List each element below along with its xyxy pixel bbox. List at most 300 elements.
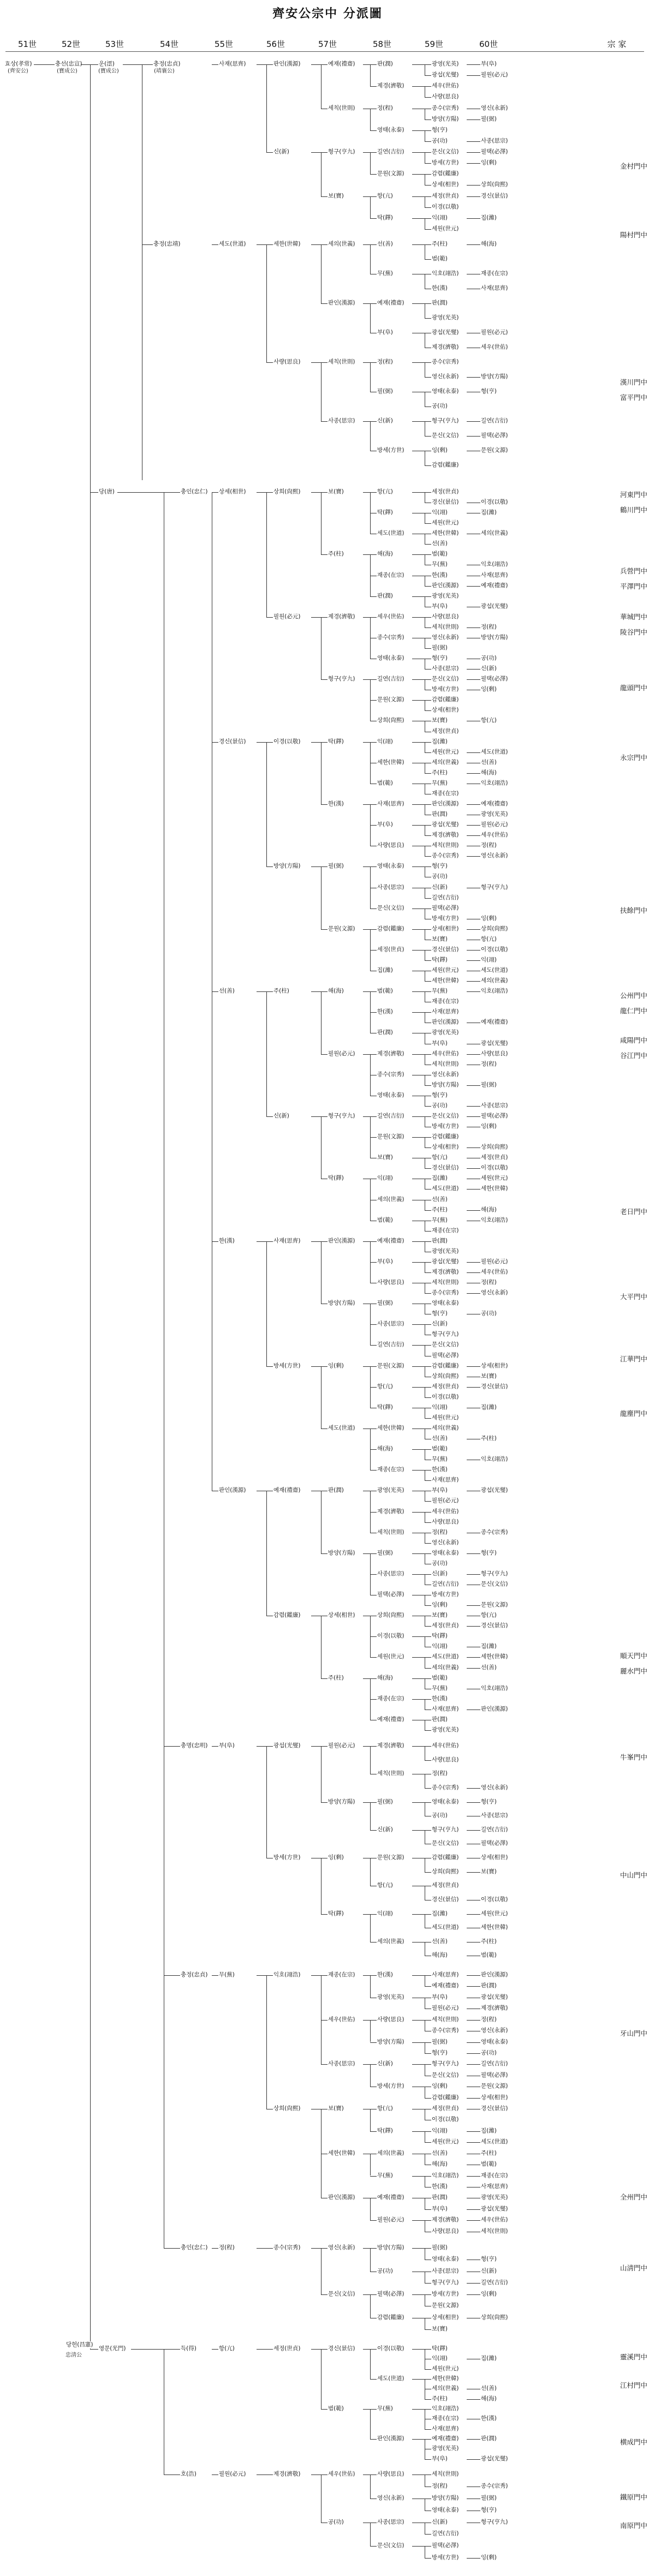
person-name: 경신(景信) [219, 738, 246, 745]
person-name: 부(阜) [432, 2455, 448, 2462]
tree-connector [467, 1574, 480, 1575]
person-name: 문원(文源) [481, 2083, 508, 2090]
tree-connector [412, 130, 425, 131]
person-name: 문원(文源) [481, 1601, 508, 1609]
person-name: 상세(相世) [481, 1854, 508, 1861]
tree-connector [412, 1657, 425, 1658]
tree-connector [425, 492, 431, 493]
person-name: 영신(永新) [432, 373, 459, 380]
person-name: 사재(思齊) [219, 61, 246, 67]
person-name: 형구(亨九) [432, 417, 459, 424]
tree-connector [321, 804, 327, 805]
person-name: 영태(永泰) [377, 863, 404, 870]
person-name: 선(善) [481, 1664, 497, 1671]
person-name: 길연(吉衍) [377, 148, 404, 155]
tree-connector [425, 1397, 431, 1398]
person-name: 사종(思宗) [377, 1570, 404, 1577]
tree-connector [321, 1366, 327, 1367]
tree-connector [370, 1116, 377, 1117]
person-name: 공(功) [328, 2518, 344, 2525]
tree-connector [412, 1449, 425, 1450]
person-name: 사종(思宗) [432, 2267, 459, 2274]
person-name: 필원(必元) [481, 821, 508, 828]
tree-connector [266, 742, 267, 867]
person-name: 판(潤) [481, 2435, 497, 2442]
tree-connector [425, 742, 431, 743]
person-name: 당(唐) [99, 488, 115, 495]
person-name: 범(範) [432, 551, 448, 558]
tree-connector [425, 1668, 431, 1669]
tree-connector [370, 1137, 377, 1138]
tree-connector [363, 1746, 370, 1747]
person-name: 잉(剩) [432, 2083, 448, 2090]
person-name: 사량(思良) [377, 2016, 404, 2023]
person-name: 영신(永新) [481, 852, 508, 859]
tree-connector [467, 1830, 480, 1831]
branch-label: 河東門中 [620, 491, 647, 499]
tree-connector [370, 244, 371, 274]
person-name: 경신(景信) [328, 2345, 355, 2352]
person-name: 집(濰) [432, 738, 448, 745]
person-name: 예재(禮齋) [377, 2194, 404, 2201]
branch-label: 鶴川門中 [620, 506, 647, 514]
person-name: 문신(文信) [328, 2291, 355, 2297]
tree-connector [425, 1872, 431, 1873]
person-name: 세칙(世則) [377, 1528, 404, 1535]
tree-connector [412, 1553, 425, 1554]
tree-connector [363, 2409, 370, 2410]
tree-connector [370, 2064, 377, 2065]
person-name: 세원(世元) [377, 1653, 404, 1660]
tree-connector [311, 1975, 321, 1976]
tree-connector [425, 1366, 431, 1367]
tree-connector [212, 64, 218, 65]
person-title: (寶成公) [98, 68, 119, 74]
tree-connector [412, 1012, 425, 1013]
person-name: 무(蕪) [377, 270, 393, 277]
tree-connector [266, 1241, 273, 1242]
person-name: 무(蕪) [432, 1684, 448, 1692]
tree-connector [370, 1574, 377, 1575]
person-name: 충명(忠明) [181, 1742, 208, 1749]
person-name: 세도(世道) [219, 241, 246, 247]
tree-connector [212, 991, 218, 992]
person-name: 재종(在宗) [432, 998, 459, 1005]
person-name: 제경(濟敬) [377, 1050, 404, 1057]
tree-connector [425, 1449, 431, 1450]
tree-connector [370, 1975, 377, 1976]
branch-label: 山淸門中 [620, 2264, 647, 2272]
tree-connector [370, 2220, 377, 2221]
person-name: 세의(世義) [377, 2149, 404, 2156]
person-name: 세정(世貞) [432, 192, 459, 199]
person-name: 무(蕪) [432, 561, 448, 568]
person-name: 보(寶) [481, 1868, 497, 1875]
person-name: 방세(方世) [432, 1123, 459, 1130]
person-name: 문신(文信) [432, 148, 459, 155]
person-name: 세우(世佑) [377, 613, 404, 620]
tree-connector [425, 377, 431, 378]
branch-label: 靈溪門中 [620, 2353, 647, 2361]
tree-connector [467, 825, 480, 826]
tree-connector [425, 2098, 431, 2099]
person-name: 필택(必澤) [481, 1113, 508, 1119]
person-name: 감렴(鑑廉) [432, 170, 459, 177]
tree-connector [467, 1802, 480, 1803]
person-name: 사량(思良) [481, 1050, 508, 1057]
person-title: (靖襄公) [154, 68, 175, 74]
tree-connector [467, 1788, 480, 1789]
tree-connector [412, 174, 425, 175]
person-name: 항(亢) [377, 1882, 393, 1889]
tree-connector [467, 196, 480, 197]
person-name: 방세(方世) [432, 1591, 459, 1598]
person-name: 판(潤) [432, 2194, 448, 2201]
person-name: 판인(漢源) [481, 1971, 508, 1978]
person-name: 선(善) [432, 1435, 448, 1442]
branch-label: 扶餘門中 [620, 906, 647, 915]
person-name: 필(弼) [377, 388, 393, 395]
person-name: 필택(必澤) [432, 904, 459, 911]
tree-connector [370, 303, 371, 333]
tree-connector [425, 856, 431, 857]
person-name: 필택(必澤) [377, 1591, 404, 1598]
tree-connector [321, 2020, 327, 2021]
person-name: 형구(亨九) [432, 1331, 459, 1338]
person-name: 종수(宗秀) [481, 2482, 508, 2489]
person-name: 탁(鐸) [432, 1633, 448, 1640]
tree-connector [412, 950, 425, 951]
tree-connector [321, 2248, 327, 2249]
tree-connector [363, 866, 370, 867]
person-name: 당헌(昌憲) [66, 2341, 93, 2348]
person-name: 정(程) [377, 104, 393, 111]
tree-connector [370, 1262, 377, 1263]
tree-connector [412, 421, 425, 422]
person-name: 상희(尙熙) [481, 2314, 508, 2321]
person-name: 한(漢) [377, 1008, 393, 1015]
tree-connector [266, 152, 273, 153]
tree-connector [412, 86, 425, 87]
tree-connector [467, 2558, 480, 2559]
person-name: 세한(世韓) [328, 2149, 355, 2156]
tree-connector [321, 617, 327, 618]
person-name: 형(亨) [481, 2256, 497, 2263]
person-name: 영태(永泰) [432, 388, 459, 395]
tree-connector [467, 2209, 480, 2210]
person-name: 세칙(世則) [377, 1770, 404, 1777]
person-name: 상세(相世) [432, 2314, 459, 2321]
tree-connector [412, 991, 425, 992]
tree-connector [425, 259, 431, 260]
tree-connector [467, 2439, 480, 2440]
person-name: 공(功) [432, 873, 448, 880]
tree-connector [321, 1116, 327, 1117]
person-name: 세우(世佑) [481, 2216, 508, 2224]
tree-connector [425, 1942, 431, 1943]
tree-connector [425, 2142, 431, 2143]
person-name: 세정(世貞) [432, 488, 459, 495]
person-name: 재종(在宗) [328, 1971, 355, 1978]
tree-connector [257, 244, 266, 245]
person-name: 광영(光英) [377, 1993, 404, 2000]
branch-label: 漢川門中 [620, 378, 647, 386]
person-name: 보(寶) [432, 1612, 448, 1619]
person-name: 정(程) [219, 2244, 235, 2251]
person-name: 신(新) [273, 148, 289, 155]
tree-connector [370, 1830, 377, 1831]
branch-label: 大平門中 [620, 1293, 647, 1301]
person-name: 세도(世道) [377, 2375, 404, 2382]
person-name: 잉(剩) [328, 1362, 344, 1369]
tree-connector [412, 1241, 425, 1242]
tree-connector [370, 130, 377, 131]
person-name: 길연(吉衍) [432, 894, 459, 901]
person-name: 이경(以敬) [481, 1896, 508, 1903]
tree-connector [425, 1293, 431, 1294]
generation-header: 55世 [214, 39, 234, 49]
tree-connector [370, 1746, 371, 1774]
tree-connector [467, 679, 480, 680]
tree-connector [370, 2475, 371, 2499]
tree-connector [412, 2220, 425, 2221]
person-name: 판인(漢源) [328, 1237, 355, 1244]
tree-connector [425, 2053, 431, 2054]
person-name: 필원(必元) [328, 1742, 355, 1749]
person-name: 이경(以敬) [377, 2345, 404, 2352]
person-name: 무(蕪) [432, 779, 448, 786]
tree-connector [412, 218, 425, 219]
tree-connector [370, 2523, 371, 2547]
person-name: 세칙(世則) [432, 842, 459, 849]
person-name: 세정(世貞) [432, 2105, 459, 2112]
person-name: 필택(必澤) [481, 2071, 508, 2078]
tree-connector [467, 163, 480, 164]
person-name: 판(潤) [432, 300, 448, 306]
person-name: 광섭(光燮) [481, 1039, 508, 1047]
tree-connector [370, 2409, 371, 2439]
tree-connector [425, 648, 431, 649]
tree-connector [412, 1054, 425, 1055]
tree-connector [370, 929, 377, 930]
tree-connector [321, 866, 327, 867]
person-name: 필(弼) [377, 1798, 393, 1805]
tree-connector [370, 2020, 371, 2042]
person-name: 익(翊) [432, 1643, 448, 1650]
tree-connector [425, 1262, 431, 1263]
tree-connector [321, 303, 327, 304]
tree-connector [90, 492, 98, 493]
person-name: 판(潤) [432, 1716, 448, 1723]
tree-connector [370, 152, 377, 153]
tree-connector [412, 64, 425, 65]
person-name: 선(善) [219, 988, 235, 995]
tree-connector [467, 1054, 480, 1055]
tree-connector [467, 244, 480, 245]
tree-connector [321, 64, 327, 65]
tree-connector [321, 1241, 327, 1242]
person-name: 신(新) [481, 2267, 497, 2274]
tree-connector [467, 1626, 480, 1627]
person-name: 익호(翊浩) [481, 1216, 508, 1223]
branch-label: 横成門中 [620, 2438, 647, 2446]
branch-label: 兵營門中 [620, 567, 647, 575]
person-name: 재종(在宗) [377, 1466, 404, 1473]
tree-connector [370, 2349, 377, 2350]
person-name: 보(寶) [481, 1372, 497, 1379]
person-name: 방양(方陽) [328, 1300, 355, 1307]
person-name: 사재(思齊) [481, 285, 508, 291]
tree-connector [467, 1872, 480, 1873]
person-name: 집(濰) [481, 509, 497, 516]
tree-connector [257, 492, 266, 493]
tree-connector [425, 2176, 431, 2177]
tree-connector [425, 218, 431, 219]
person-name: 재종(在宗) [432, 1227, 459, 1234]
person-name: 한(漢) [432, 571, 448, 578]
person-name: 광섭(光燮) [481, 2205, 508, 2212]
person-name: 문신(文信) [432, 676, 459, 683]
person-name: 문원(文源) [377, 1362, 404, 1369]
person-name: 세칙(世則) [481, 2227, 508, 2234]
tree-connector [425, 960, 431, 961]
tree-connector [363, 2064, 370, 2065]
person-name: 범(範) [377, 779, 393, 786]
person-name: 광섭(光燮) [481, 1993, 508, 2000]
person-name: 판인(漢源) [273, 61, 301, 67]
person-name: 항(亢) [377, 2105, 393, 2112]
tree-connector [266, 617, 273, 618]
person-name: 상희(尙熙) [377, 717, 404, 724]
tree-connector [425, 991, 431, 992]
tree-connector [425, 1543, 431, 1544]
person-name: 부(阜) [481, 61, 497, 67]
person-name: 한(漢) [481, 2415, 497, 2422]
tree-connector [425, 2349, 431, 2350]
tree-connector [370, 1054, 377, 1055]
tree-connector [425, 303, 431, 304]
tree-connector [266, 1366, 273, 1367]
tree-connector [425, 163, 431, 164]
tree-connector [370, 804, 377, 805]
person-name: 범(範) [328, 2405, 344, 2412]
person-name: 세정(世貞) [273, 2345, 301, 2352]
person-name: 예재(禮齋) [328, 61, 355, 67]
person-name: 형(亨) [481, 2506, 497, 2513]
tree-connector [412, 1746, 425, 1747]
person-name: 감렴(鑑廉) [432, 1133, 459, 1140]
person-name: 필(弼) [481, 2494, 497, 2501]
branch-label: 江村門中 [620, 2381, 647, 2389]
person-name: 사량(思良) [377, 842, 404, 849]
tree-connector [363, 2248, 370, 2249]
person-name: 상세(相世) [432, 181, 459, 188]
person-name: 재종(在宗) [432, 790, 459, 797]
person-name: 방양(方陽) [273, 863, 301, 870]
tree-connector [467, 1262, 480, 1263]
person-name: 범(範) [377, 1216, 393, 1223]
tree-connector [311, 1116, 321, 1117]
person-name: 한(漢) [328, 800, 344, 807]
tree-connector [412, 2131, 425, 2132]
person-name: 판(潤) [481, 1982, 497, 1989]
person-name: 신(新) [273, 1113, 289, 1119]
tree-connector [363, 929, 370, 930]
person-name: 부(阜) [432, 602, 448, 609]
person-name: 문신(文信) [432, 1113, 459, 1119]
person-name: 종수(宗秀) [432, 852, 459, 859]
tree-connector [467, 1293, 480, 1294]
person-name: 필원(必元) [432, 1497, 459, 1504]
person-name: 신(新) [377, 2060, 393, 2067]
tree-connector [212, 492, 218, 493]
tree-connector [370, 1324, 377, 1325]
tree-connector [412, 866, 425, 867]
tree-connector [425, 627, 431, 628]
person-name: 세원(世元) [432, 519, 459, 527]
tree-connector [425, 1678, 431, 1679]
person-name: 신(新) [377, 417, 393, 424]
person-name: 집(濰) [481, 2127, 497, 2134]
tree-connector [425, 2064, 431, 2065]
tree-connector [321, 1553, 327, 1554]
person-name: 상세(相世) [432, 1144, 459, 1151]
person-name: 사량(思良) [432, 1756, 459, 1763]
person-name: 방세(方世) [273, 1854, 301, 1861]
tree-connector [412, 2294, 425, 2295]
person-name: 주(柱) [432, 769, 448, 776]
tree-connector [425, 1470, 431, 1471]
tree-connector [370, 1512, 377, 1513]
tree-connector [467, 1272, 480, 1273]
person-name: 제경(濟敬) [481, 2005, 508, 2012]
person-name: 신(新) [432, 1320, 448, 1328]
person-name: 길연(吉衍) [481, 1826, 508, 1833]
person-name: 필원(必元) [273, 613, 301, 620]
tree-connector [321, 1975, 327, 1976]
tree-connector [370, 1802, 377, 1803]
tree-connector [117, 492, 180, 493]
person-name: 사재(思齊) [432, 1971, 459, 1978]
person-name: 세원(世元) [432, 2365, 459, 2372]
person-name: 광섭(光燮) [481, 2455, 508, 2462]
person-name: 세정(世貞) [432, 1383, 459, 1390]
tree-connector [266, 244, 273, 245]
tree-connector [425, 1012, 431, 1013]
tree-connector [425, 523, 431, 524]
tree-connector [363, 1241, 370, 1242]
person-name: 주(柱) [432, 2395, 448, 2402]
person-name: 예재(禮齋) [481, 800, 508, 807]
tree-connector [425, 1746, 431, 1747]
tree-connector [257, 2349, 266, 2350]
person-name: 형(亨) [481, 1798, 497, 1805]
person-name: 세도(世道) [328, 1425, 355, 1431]
person-name: 공(功) [432, 403, 448, 409]
tree-connector [425, 141, 431, 142]
tree-connector [370, 950, 377, 951]
person-name: 세원(世元) [432, 2138, 459, 2145]
person-name: 감렴(鑑廉) [377, 925, 404, 932]
tree-connector [266, 742, 273, 743]
person-name: 문원(文源) [377, 170, 404, 177]
person-name: 범(範) [432, 1674, 448, 1681]
person-name: 세우(世佑) [481, 1269, 508, 1275]
tree-connector [425, 86, 431, 87]
person-name: 항(亢) [219, 2345, 235, 2352]
person-name: 주(柱) [481, 2149, 497, 2156]
person-name: 판인(漢源) [377, 2435, 404, 2442]
